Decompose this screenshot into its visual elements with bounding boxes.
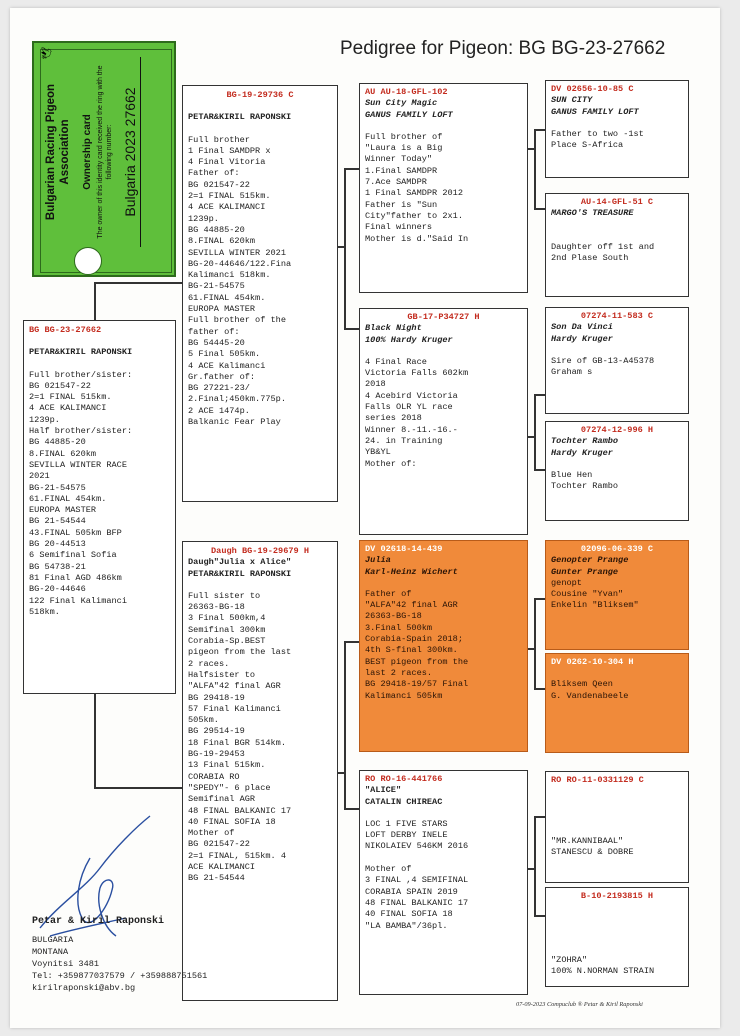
ring-number: RO RO-11-0331129 C [551, 775, 644, 785]
pigeon-notes: genopt Cousine "Yvan" Enkelin "Bliksem" [551, 577, 639, 611]
association-name: Bulgarian Racing Pigeon Association [45, 83, 71, 221]
owner-town: Voynitsi 3481 [32, 959, 100, 969]
ring-number: BG-19-29736 C [226, 90, 294, 100]
pigeon-name: MARGO'S TREASURE [551, 208, 634, 219]
pigeon-notes: 4 Final Race Victoria Falls 602km 2018 4 Acebird Victoria Falls OLR YL race series 2018 Winner 8.-11.-16.- 24. in Training YB&YL Mother of: [365, 356, 469, 469]
pigeon-icon: 🕊 [42, 47, 53, 60]
pigeon-name: SUN CITY GANUS FAMILY LOFT [551, 95, 639, 117]
sire-box [182, 85, 338, 502]
pigeon-notes: Sire of GB-13-A45378 Graham s [551, 355, 655, 378]
ring-number: GB-17-P34727 H [407, 312, 480, 322]
dss-box [545, 540, 689, 650]
ring-number: 02096-06-339 C [580, 544, 654, 554]
pigeon-name: Tochter Rambo Hardy Kruger [551, 436, 619, 458]
ownership-card [32, 41, 176, 277]
pedigree-sheet [10, 8, 720, 1028]
sire-dam-box [359, 308, 528, 535]
ring-number: AU-14-GFL-51 C [580, 197, 654, 207]
owner-region: MONTANA [32, 947, 69, 957]
sss-box [545, 80, 689, 178]
pigeon-name: Julia Karl-Heinz Wichert [365, 555, 458, 577]
owner-phone: Tel: +359877037579 / +359888751561 [32, 971, 208, 981]
pigeon-notes: Father of "ALFA"42 final AGR 26363-BG-18 3.Final 500km Corabia-Spain 2018; 4th S-final 300km. BEST pigeon from the last 2 races. BG 29418-19/57 Final Kalimanci 505km [365, 588, 469, 701]
pigeon-notes: Daughter off 1st and 2nd Plase South [551, 241, 655, 264]
ring-number: RO RO-16-441766 [365, 774, 443, 784]
pigeon-notes: Father to two -1st Place S-Africa [551, 128, 644, 151]
pigeon-notes: Blue Hen Tochter Rambo [551, 469, 619, 492]
owner-name: Petar & Kiril Raponski [32, 916, 165, 927]
owner-info [32, 916, 292, 994]
owner-name: PETAR&KIRIL RAPONSKI [188, 112, 292, 123]
subject-pigeon-box [23, 320, 176, 694]
owner-country: BULGARIA [32, 935, 74, 945]
ring-number: AU AU-18-GFL-102 [365, 87, 448, 97]
dds-box [545, 771, 689, 883]
pigeon-notes: LOC 1 FIVE STARS LOFT DERBY INELE NIKOLAIEV 546KM 2016 Mother of 3 FINAL ,4 SEMIFINAL CORABIA SPAIN 2019 48 FINAL BALKANIC 17 40 FINAL SOFIA 18 "LA BAMBA"/36pl. [365, 818, 469, 931]
pigeon-name: Son Da Vinci Hardy Kruger [551, 322, 613, 344]
pigeon-name: Genopter Prange Gunter Prange [551, 555, 629, 577]
sds-box [545, 307, 689, 414]
ring-number: Daugh BG-19-29679 H [211, 546, 309, 556]
ownership-note: The owner of this identity card received the ring with the following number: [97, 65, 113, 239]
dsd-box [545, 653, 689, 753]
ring-number: DV 0262-10-304 H [551, 657, 634, 667]
pigeon-name: Sun City Magic GANUS FAMILY LOFT [365, 98, 453, 120]
ring-number: 07274-11-583 C [580, 311, 654, 321]
pigeon-name: Bliksem Qeen G. Vandenabeele [551, 679, 629, 701]
owner-name: PETAR&KIRIL RAPONSKI [29, 347, 133, 358]
ring-number: Bulgaria 2023 27662 [122, 57, 141, 247]
ring-number: 07274-12-996 H [580, 425, 654, 435]
pigeon-notes: "ZOHRA" 100% N.NORMAN STRAIN [551, 954, 655, 977]
ddd-box [545, 887, 689, 987]
page-title: Pedigree for Pigeon: BG BG-23-27662 [340, 38, 666, 59]
pigeon-name: Black Night 100% Hardy Kruger [365, 323, 453, 345]
pigeon-name: Daugh"Julia x Alice" PETAR&KIRIL RAPONSKI [188, 557, 292, 579]
ssd-box [545, 193, 689, 297]
pigeon-notes: Full brother of "Laura is a Big Winner Today" 1.Final SAMDPR 7.Ace SAMDPR 1 Final SAMDPR 2012 Father is "Sun City"father to 2x1. Final winners Mother is d."Said In [365, 131, 469, 244]
ownership-card-label: Ownership card [82, 114, 93, 190]
dam-dam-box [359, 770, 528, 995]
association-logo [74, 247, 102, 275]
ring-number: B-10-2193815 H [580, 891, 654, 901]
pigeon-notes: Full sister to 26363-BG-18 3 Final 500km,4 Semifinal 300km Corabia-Sp.BEST pigeon from the last 2 races. Halfsister to "ALFA"42 final AGR BG 29418-19 57 Final Kalimanci 505km. BG 29514-19 18 Final BGR 514km. BG-19-29453 13 Final 515km. CORABIA RO "SPEDY"- 6 place Semifinal AGR 48 FINAL BALKANIC 17 40 FINAL SOFIA 18 Mother of BG 021547-22 2=1 FINAL, 515km. 4 ACE KALIMANCI BG 21-54544 [188, 590, 292, 884]
sdd-box [545, 421, 689, 521]
pigeon-notes: Full brother 1 Final SAMDPR x 4 Final Vitoria Father of: BG 021547-22 2=1 FINAL 515km. 4 ACE KALIMANCI 1239p. BG 44885-20 8.FINAL 620km SEVILLA WINTER 2021 BG-20-44646/122.Fina Kalimanci 518km. BG-21-54575 61.FINAL 454km. EUROPA MASTER Full brother of the father of: BG 54445-20 5 Final 505km. 4 ACE Kalimanci Gr.father of: BG 27221-23/ 2.Final;450km.775p. 2 ACE 1474p. Balkanic Fear Play [188, 134, 292, 428]
pigeon-notes: "MR.KANNIBAAL" STANESCU & DOBRE [551, 835, 634, 857]
pigeon-notes: Full brother/sister: BG 021547-22 2=1 FINAL 515km. 4 ACE KALIMANCI 1239p. Half brother/sister: BG 44885-20 8.FINAL 620km SEVILLA WINTER RACE 2021 BG-21-54575 61.FINAL 454km. EUROPA MASTER BG 21-54544 43.FINAL 505km BFP BG 20-44513 6 Semifinal Sofia BG 54738-21 81 Final AGD 486km BG-20-44646 122 Final Kalimanci 518km. [29, 369, 133, 617]
ring-number: DV 02656-10-85 C [551, 84, 634, 94]
pigeon-name: "ALICE" CATALIN CHIREAC [365, 785, 443, 807]
footer-credit: 07-09-2023 Compuclub ® Petar & Kiril Raponski [516, 1001, 643, 1008]
dam-sire-box [359, 540, 528, 752]
sire-sire-box [359, 83, 528, 293]
owner-email: kirilraponski@abv.bg [32, 983, 136, 993]
ring-number: DV 02618-14-439 [365, 544, 443, 554]
ring-number: BG BG-23-27662 [29, 325, 102, 335]
